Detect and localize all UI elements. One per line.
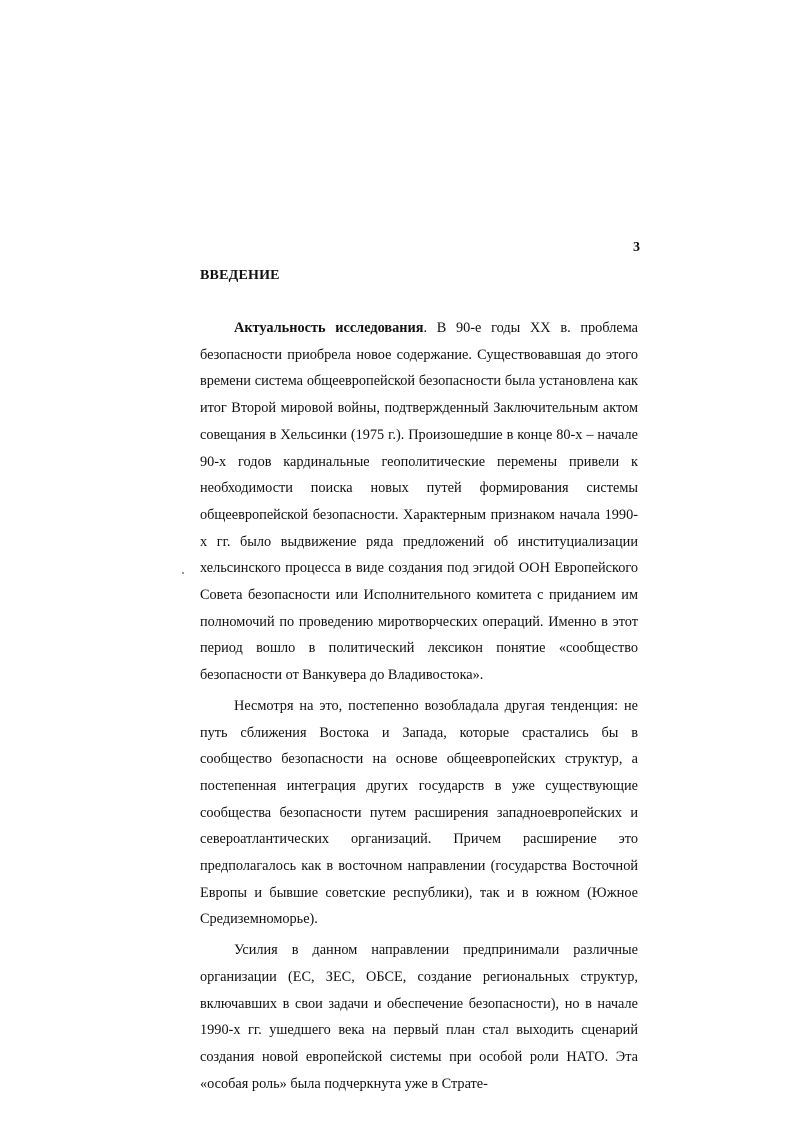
paragraph-text: . В 90-е годы XX в. проблема безопасности приобрела новое содержание. Существовавшая до этого времени система общеевропейской безопасности была установлена как итог Второй мировой войны, подтвержденный Заключительным актом совещания в Хельсинки (1975 г.). Произошедшие в конце 80-х – начале 90-х годов кардинальные геополитические перемены привели к необходимости поиска новых путей формирования системы общеевропейской безопасности. Характерным признаком начала 1990-х гг. было выдвижение ряда предложений об институциализации хельсинского процесса в виде создания под эгидой ООН Европейского Совета безопасности или Исполнительного комитета с приданием им полномочий по проведению миротворческих операций. Именно в этот период вошло в политический лексикон понятие «сообщество безопасности от Ванкувера до Владивостока». <box>200 320 638 684</box>
paragraph-text: Усилия в данном направлении предпринимали различные организации (ЕС, ЗЕС, ОБСЕ, создание региональных структур, включавших в свои задачи и обеспечение безопасности), но в начале 1990-х гг. ушедшего века на первый план стал выходить сценарий создания новой европейской системы при особой роли НАТО. Эта «особая роль» была подчеркнута уже в Страте- <box>200 942 638 1092</box>
scan-speck <box>182 572 184 574</box>
page-number: 3 <box>633 240 640 255</box>
section-heading: ВВЕДЕНИЕ <box>200 268 280 283</box>
paragraph-3 <box>200 937 638 1097</box>
body-text <box>200 315 638 1101</box>
paragraph-2 <box>200 693 638 933</box>
lead-term: Актуальность исследования <box>234 320 424 336</box>
paragraph-text: Несмотря на это, постепенно возобладала другая тенденция: не путь сближения Востока и Запада, которые срастались бы в сообщество безопасности на основе общеевропейских структур, а постепенная интеграция других государств в уже существующие сообщества безопасности путем расширения западноевропейских и североатлантических организаций. Причем расширение это предполагалось как в восточном направлении (государства Восточной Европы и бывшие советские республики), так и в южном (Южное Средиземноморье). <box>200 697 638 928</box>
paragraph-1 <box>200 315 638 689</box>
